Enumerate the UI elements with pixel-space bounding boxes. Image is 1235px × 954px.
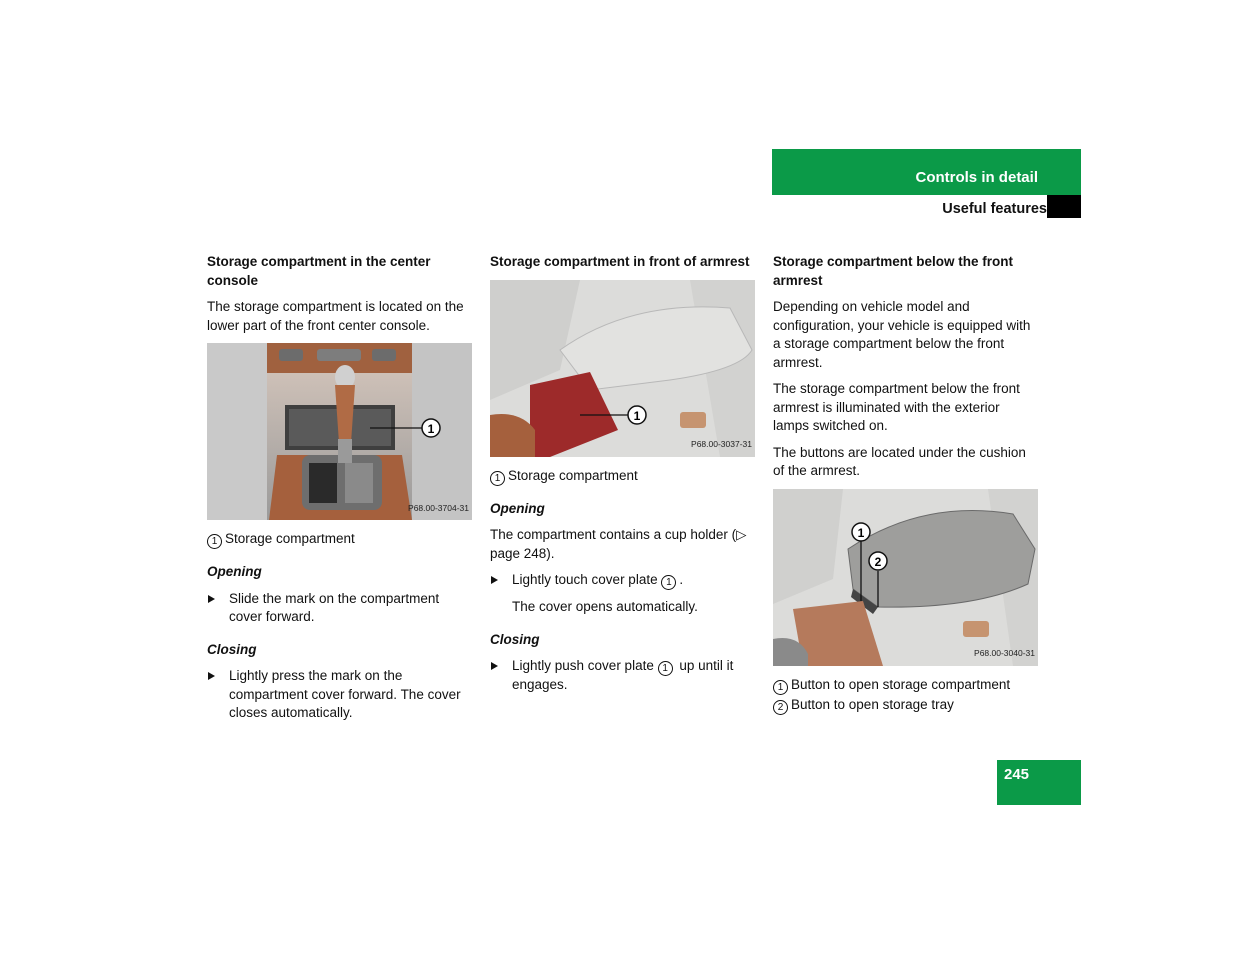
- caption-text: Button to open storage compartment: [791, 676, 1011, 692]
- section-header-bar: [772, 149, 1081, 195]
- step-text: Lightly press the mark on the compartment cover forward. The cover closes automatically.: [229, 668, 461, 720]
- closing-title: Closing: [207, 641, 257, 657]
- bullet-triangle-icon: [208, 595, 215, 603]
- page-number-box: [997, 760, 1081, 805]
- step-text: Slide the mark on the compartment cover forward.: [229, 590, 440, 624]
- center-console-illustration: [207, 343, 472, 520]
- caption-item: [773, 696, 1039, 715]
- armrest-front-illustration: [490, 280, 755, 457]
- caption-number: 1: [490, 471, 505, 486]
- callout-2: 2: [874, 554, 882, 569]
- col3-paragraph: The storage compartment below the front armrest is illuminated with the exterior lamps switched on.: [773, 381, 1020, 433]
- bullet-triangle-icon: [208, 672, 215, 680]
- inline-number: 1: [658, 661, 673, 676]
- callout-1: 1: [427, 422, 435, 436]
- armrest-below-figure: [773, 489, 1038, 666]
- callout-1: 1: [633, 408, 641, 423]
- caption-text: Storage compartment: [508, 467, 638, 483]
- opening-title: Opening: [490, 500, 545, 516]
- col3-paragraph: The buttons are located under the cushion of the armrest.: [773, 444, 1026, 478]
- caption-item: [490, 467, 756, 486]
- column-center-console: [207, 253, 473, 731]
- figure-code: P68.00-3040-31: [974, 648, 1035, 658]
- col3-heading: Storage compartment below the front armrest: [773, 254, 1014, 288]
- armrest-front-figure: [490, 280, 755, 457]
- center-console-figure: [207, 343, 472, 520]
- column-front-of-armrest: [490, 253, 756, 703]
- step-text: Lightly touch cover plate: [512, 572, 658, 587]
- step-text: Lightly push cover plate: [512, 658, 654, 673]
- caption-number: 1: [207, 534, 222, 549]
- instruction-step: [490, 657, 756, 695]
- caption-item: [773, 676, 1039, 695]
- bullet-triangle-icon: [491, 662, 498, 670]
- step-result: The cover opens automatically.: [512, 599, 698, 614]
- figure-code: P68.00-3037-31: [691, 439, 752, 449]
- col1-heading: Storage compartment in the center console: [207, 254, 431, 288]
- header-marker: [1047, 195, 1081, 218]
- bullet-triangle-icon: [491, 576, 498, 584]
- col2-heading: Storage compartment in front of armrest: [490, 254, 750, 269]
- step-text-end: .: [679, 572, 684, 587]
- instruction-step: [207, 590, 473, 627]
- closing-title: Closing: [490, 631, 540, 647]
- section-title: Controls in detail: [915, 169, 1038, 186]
- col3-paragraph: Depending on vehicle model and configuration, your vehicle is equipped with a storage compartment below the front armrest.: [773, 299, 1031, 370]
- caption-number: 2: [773, 700, 788, 715]
- instruction-step: [490, 571, 756, 590]
- caption-item: [207, 530, 473, 549]
- caption-number: 1: [773, 680, 788, 695]
- callout-1: 1: [857, 525, 865, 540]
- inline-number: 1: [661, 575, 676, 590]
- caption-text: Storage compartment: [225, 531, 355, 546]
- instruction-step: [207, 667, 473, 723]
- opening-text: The compartment contains a cup holder (▷ page 248).: [490, 527, 747, 561]
- col1-intro: The storage compartment is located on the lower part of the front center console.: [207, 299, 464, 333]
- caption-text: Button to open storage tray: [791, 696, 954, 712]
- column-below-armrest: [773, 253, 1039, 716]
- figure-code: P68.00-3704-31: [408, 502, 469, 513]
- opening-title: Opening: [207, 564, 262, 579]
- subsection-title: Useful features: [942, 201, 1047, 217]
- page-number: 245: [1004, 766, 1030, 783]
- armrest-below-illustration: [773, 489, 1038, 666]
- step-text-end: up until it engages.: [512, 658, 734, 692]
